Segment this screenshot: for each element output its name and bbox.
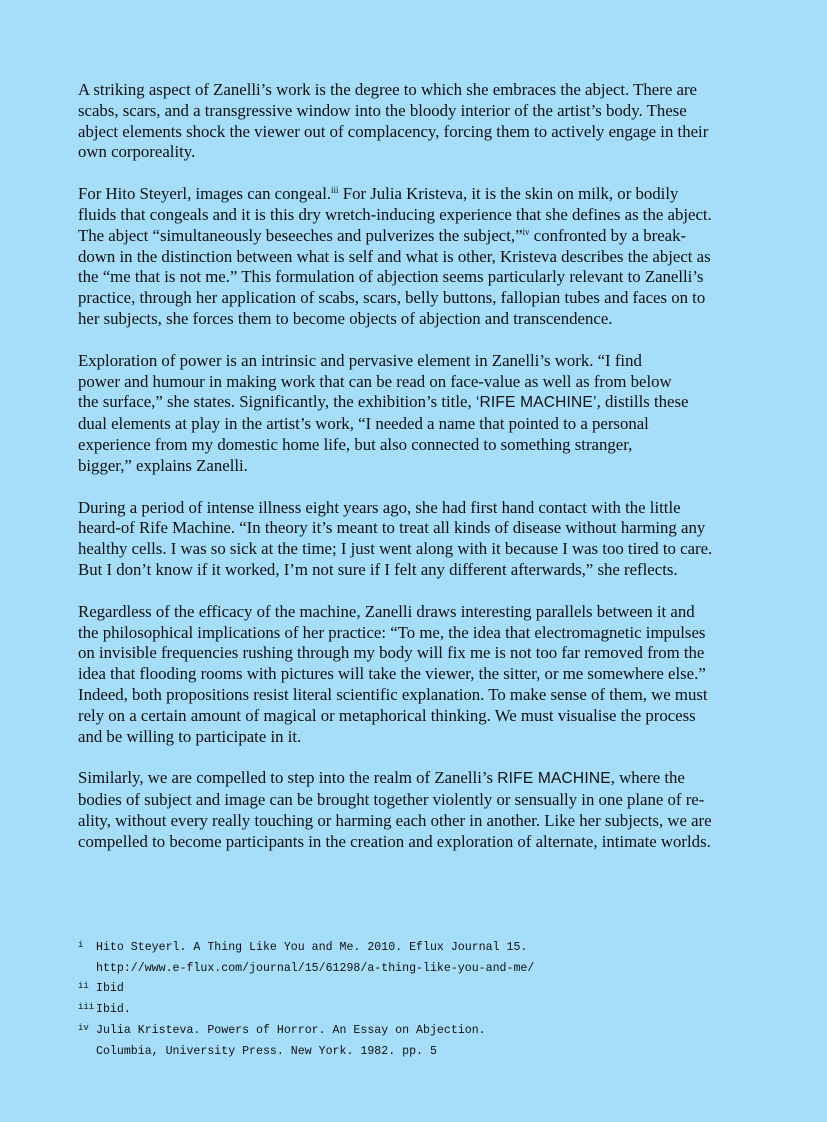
footnote-ii bbox=[78, 979, 798, 1000]
text-line: But I don’t know if it worked, I’m not sure if I felt any different afterwards,” she reflects. bbox=[78, 559, 678, 579]
essay-body bbox=[78, 80, 778, 874]
text-run: For Hito Steyerl, images can congeal. bbox=[78, 184, 332, 204]
text-line: the philosophical implications of her practice: “To me, the idea that electromagnetic impulses bbox=[78, 622, 706, 642]
text-line: the “me that is not me.” This formulation of abjection seems particularly relevant to Zanelli’s bbox=[78, 267, 704, 287]
text-line: idea that flooding rooms with pictures will take the viewer, the sitter, or me somewhere else.” bbox=[78, 664, 706, 684]
text-line: healthy cells. I was so sick at the time; I just went along with it because I was too tired to care. bbox=[78, 539, 713, 559]
text-run: , where the bbox=[610, 768, 685, 788]
text-run: The abject “simultaneously beseeches and pulverizes the subject,” bbox=[78, 225, 523, 245]
text-line: During a period of intense illness eight years ago, she had first hand contact with the little bbox=[78, 497, 681, 517]
text-line: fluids that congeals and it is this dry wretch-inducing experience that she defines as the abject. bbox=[78, 204, 712, 224]
footnote-text: Columbia, University Press. New York. 1982. pp. 5 bbox=[96, 1044, 437, 1058]
paragraph-conclusion bbox=[78, 768, 778, 852]
footnote-text: Hito Steyerl. A Thing Like You and Me. 2010. Eflux Journal 15. bbox=[96, 941, 528, 954]
paragraph-illness bbox=[78, 498, 778, 581]
text-line bbox=[78, 226, 778, 247]
text-line: Indeed, both propositions resist literal scientific explanation. To make sense of them, we must bbox=[78, 684, 708, 704]
text-line: abject elements shock the viewer out of complacency, forcing them to actively engage in their bbox=[78, 121, 709, 141]
text-line: compelled to become participants in the creation and exploration of alternate, intimate worlds. bbox=[78, 831, 711, 851]
text-line: down in the distinction between what is self and what is other, Kristeva describes the abject as bbox=[78, 246, 711, 266]
paragraph-efficacy bbox=[78, 602, 778, 748]
text-line: rely on a certain amount of magical or metaphorical thinking. We must visualise the process bbox=[78, 705, 696, 725]
text-line: dual elements at play in the artist’s work, “I needed a name that pointed to a personal bbox=[78, 414, 649, 434]
text-line: Regardless of the efficacy of the machine, Zanelli draws interesting parallels between it and bbox=[78, 601, 695, 621]
footnote-mark: iii bbox=[78, 1002, 95, 1013]
text-line bbox=[78, 392, 778, 414]
text-line: ality, without every really touching or harming each other in another. Like her subjects, we are bbox=[78, 810, 712, 830]
paragraph-power bbox=[78, 351, 778, 477]
exhibition-title: RIFE MACHINE bbox=[497, 770, 611, 788]
text-run: , distills these bbox=[596, 392, 689, 412]
footnote-i bbox=[78, 938, 798, 979]
footnote-text: Julia Kristeva. Powers of Horror. An Essay on Abjection. bbox=[96, 1023, 486, 1037]
text-line bbox=[78, 768, 778, 790]
text-line: on invisible frequencies rushing through my body will fix me is not too far removed from the bbox=[78, 643, 705, 663]
footnote-ref: iv bbox=[522, 226, 530, 237]
text-line: bigger,” explains Zanelli. bbox=[78, 455, 248, 475]
text-line: experience from my domestic home life, but also connected to something stranger, bbox=[78, 434, 633, 454]
footnote-iii bbox=[78, 1000, 798, 1021]
paragraph-kristeva bbox=[78, 184, 778, 330]
text-line: scabs, scars, and a transgressive window into the bloody interior of the artist’s body. These bbox=[78, 100, 687, 120]
footnote-text: Ibid bbox=[96, 982, 124, 996]
text-run: Similarly, we are compelled to step into the realm of Zanelli’s bbox=[78, 768, 498, 788]
footnotes bbox=[78, 938, 798, 1062]
text-line: her subjects, she forces them to become objects of abjection and transcendence. bbox=[78, 308, 613, 328]
footnote-mark: i bbox=[78, 940, 84, 950]
text-line: A striking aspect of Zanelli’s work is the degree to which she embraces the abject. There are bbox=[78, 80, 697, 99]
footnote-url[interactable]: http://www.e-flux.com/journal/15/61298/a-thing-like-you-and-me/ bbox=[96, 961, 535, 975]
text-run: For Julia Kristeva, it is the skin on milk, or bodily bbox=[338, 184, 679, 204]
footnote-ref: iii bbox=[331, 185, 339, 196]
footnote-mark: iv bbox=[78, 1022, 89, 1033]
text-line: Exploration of power is an intrinsic and pervasive element in Zanelli’s work. “I find bbox=[78, 350, 642, 370]
footnote-iv bbox=[78, 1021, 798, 1062]
text-run: confronted by a break- bbox=[529, 225, 687, 245]
paragraph-abject bbox=[78, 80, 778, 163]
footnote-text: Ibid. bbox=[96, 1003, 131, 1017]
text-line: own corporeality. bbox=[78, 142, 196, 162]
text-line: practice, through her application of scabs, scars, belly buttons, fallopian tubes and faces on to bbox=[78, 288, 706, 308]
text-line bbox=[78, 184, 778, 205]
text-line: bodies of subject and image can be brought together violently or sensually in one plane of re- bbox=[78, 790, 705, 810]
text-line: power and humour in making work that can be read on face-value as well as from below bbox=[78, 371, 672, 391]
footnote-mark: ii bbox=[78, 981, 89, 992]
text-run: the surface,” she states. Significantly, the exhibition’s title, bbox=[78, 392, 476, 412]
exhibition-title: ‘RIFE MACHINE’ bbox=[475, 394, 597, 412]
text-line: heard-of Rife Machine. “In theory it’s meant to treat all kinds of disease without harming any bbox=[78, 518, 706, 538]
text-line: and be willing to participate in it. bbox=[78, 726, 302, 746]
